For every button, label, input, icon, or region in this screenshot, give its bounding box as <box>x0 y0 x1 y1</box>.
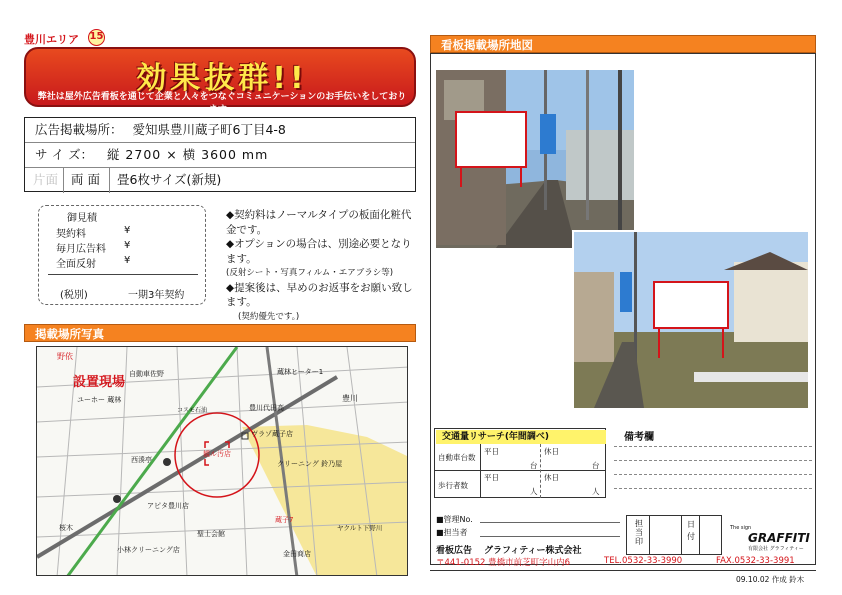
traffic-car-holiday-unit: 台 <box>592 461 600 470</box>
traffic-walker-holiday: 休日 <box>544 473 559 482</box>
map-label-house: ユーホー 蔵林 <box>77 396 122 404</box>
type-value: 畳6枚サイズ(新規) <box>117 172 222 187</box>
note-2-small: (反射シート・写真フィルム・エアブラシ等) <box>226 268 394 278</box>
site-photo-1 <box>436 70 634 248</box>
map-label-gas: ヴラゾ蔵子店 <box>251 430 293 438</box>
traffic-walker-holiday-unit: 人 <box>592 487 600 496</box>
map-label-noyori: 野依 <box>57 352 73 361</box>
traffic-walker-weekday: 平日 <box>484 473 499 482</box>
notes <box>226 208 416 324</box>
remarks-label: 備考欄 <box>624 432 654 443</box>
quote-title: 御見積 <box>64 209 100 224</box>
stamp-person: 担当印 <box>635 519 643 546</box>
quote-reflect-value: ¥ <box>124 255 131 266</box>
location-label: 広告掲載場所： <box>35 122 123 137</box>
traffic-car-weekday-unit: 台 <box>530 461 538 470</box>
stamp-date: 日付 <box>687 520 695 541</box>
logo-small: The sign <box>730 525 752 531</box>
faces-gray-label: 片面 <box>33 172 59 187</box>
logo-sub: 有限会社 グラフィティー <box>748 546 804 552</box>
location-value: 愛知県豊川蔵子町6丁目4-8 <box>132 122 286 137</box>
type-row <box>25 168 415 193</box>
traffic-car-weekday: 平日 <box>484 447 499 456</box>
note-3-small: (契約優先です。) <box>238 311 300 322</box>
map-label-kinchu: クリーニング 鈴乃屋 <box>277 460 343 468</box>
map-label-yawata: ヤクルト下野川 <box>337 524 383 532</box>
stamp-box <box>626 515 722 555</box>
map-label-lawson: 自動車佐野 <box>129 370 164 378</box>
size-row <box>25 143 415 168</box>
map-label-kanata: 金田商店 <box>283 550 311 558</box>
created-date: 09.10.02 作成 鈴木 <box>736 575 805 584</box>
traffic-title: 交通量リサーチ(年間調べ) <box>436 430 606 444</box>
map-label-north: コスモ石油 <box>177 407 208 414</box>
map-label-sakurai: 桜木 <box>59 524 73 532</box>
company-address: 〒441-0152 豊橋市前芝町字山内6 <box>436 558 571 568</box>
quote-monthly-value: ¥ <box>124 240 131 251</box>
faces-value: 両 面 <box>71 172 100 187</box>
company-fax: FAX.0532-33-3991 <box>716 556 795 566</box>
photo-section-title: 掲載場所写真 <box>35 327 104 341</box>
area-number-badge: 15 <box>88 29 105 46</box>
note-3: ◆提案後は、早めのお返事をお願い致します。 <box>226 281 413 308</box>
quote-reflect-label: 全面反射 <box>56 259 96 270</box>
map-label-site: 設置現場 <box>73 375 126 390</box>
manage-no-label: ■管理No. <box>436 515 473 524</box>
size-value: 縦 2700 × 横 3600 mm <box>106 147 269 162</box>
info-table <box>24 117 416 192</box>
map-label-kurako: 蔵子7 <box>275 516 294 524</box>
quote-contract-label: 契約料 <box>56 229 86 240</box>
traffic-car-holiday: 休日 <box>544 447 559 456</box>
map-label-nishi: 西湊亭 <box>131 456 152 464</box>
location-row <box>25 118 415 143</box>
banner-title: 効果抜群!! <box>136 61 308 96</box>
logo-text: GRAFFITI <box>748 531 810 545</box>
traffic-walker-weekday-unit: 人 <box>530 487 538 496</box>
location-map <box>36 346 408 576</box>
note-2: ◆オプションの場合は、別途必要となります。 <box>226 238 412 265</box>
quote-monthly-label: 毎月広告料 <box>56 244 106 255</box>
map-label-toyokawa: 豊川 <box>342 394 358 403</box>
quote-tax-label: (税別) <box>60 290 88 301</box>
traffic-car-label: 自動車台数 <box>438 453 476 462</box>
map-label-seiji: 聖士会館 <box>197 530 225 538</box>
map-label-kobayashi: 小林クリーニング店 <box>117 546 180 554</box>
company-prefix: 看板広告 <box>436 546 473 556</box>
company-tel: TEL.0532-33-3990 <box>604 556 683 566</box>
banner <box>24 47 416 115</box>
graffiti-logo <box>726 515 812 555</box>
right-section-header <box>430 35 816 53</box>
size-label: サ イ ズ： <box>35 147 93 162</box>
traffic-walker-label: 歩行者数 <box>438 481 468 490</box>
map-label-shop: 観ル汚店 <box>203 450 231 458</box>
map-label-store1: アピタ豊川店 <box>147 502 189 510</box>
map-label-area: 豊川代田高 <box>249 404 284 412</box>
banner-subtitle: 弊社は屋外広告看板を通じて企業と人々をつなぐコミュニケーションのお手伝いをしております。 <box>37 92 407 115</box>
photo-section-header <box>24 324 416 342</box>
company-name: グラフィティー株式会社 <box>484 546 582 556</box>
quote-term-label: 一期3年契約 <box>128 290 185 301</box>
map-label-post: 蔵林ヒーター1 <box>277 368 324 376</box>
right-section-title: 看板掲載場所地図 <box>441 38 533 52</box>
site-photo-2 <box>572 230 810 410</box>
area-label: 豊川エリア <box>24 33 79 46</box>
quote-contract-value: ¥ <box>124 225 131 236</box>
note-1: ◆契約料はノーマルタイプの板面化粧代金です。 <box>226 209 412 236</box>
person-label: ■担当者 <box>436 528 468 537</box>
